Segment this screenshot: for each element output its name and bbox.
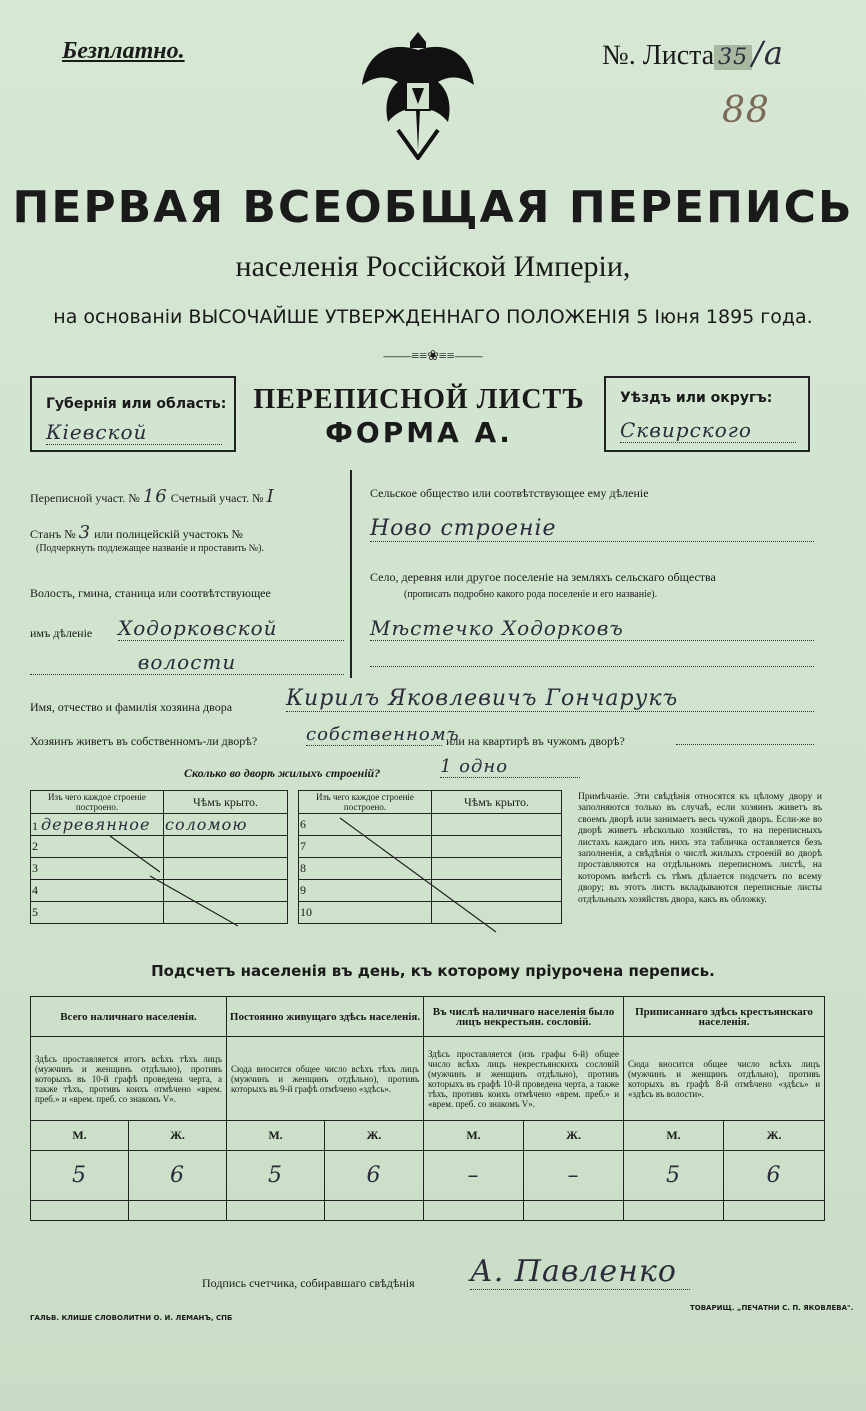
- col-permanent-title: Постоянно живущаго здѣсь населенія.: [227, 997, 424, 1037]
- roof-value: соломою: [164, 814, 288, 836]
- col-total-title: Всего наличнаго населенія.: [31, 997, 227, 1037]
- gubernia-label: Губернія или область:: [46, 396, 227, 412]
- census-district-row: [30, 486, 275, 507]
- stan-value: 3: [78, 522, 92, 543]
- table-row: 2: [31, 836, 288, 858]
- table-row: 3: [31, 858, 288, 880]
- volost-value: Ходорковской: [118, 616, 344, 641]
- strike-through-lines: [30, 812, 562, 936]
- total-male: 5: [31, 1151, 129, 1201]
- buildings-note: Примѣчаніе. Эти свѣдѣнія относятся къ цѣлому двору и заполняются только въ случаѣ, если хозяинъ живетъ въ своемъ дворѣ или занимаетъ весь чужой дворъ. Если-же во дворѣ живетъ нѣсколько хозяйствъ, то на переписныхъ листахъ каждаго изъ нихъ эта табличка оставляется безъ заполненія, а свѣдѣнія о числѣ жилыхъ строеній во дворѣ проставляются на отдѣльномъ переписномъ листѣ, на которомъ вмѣстѣ съ тѣмъ дѣлается подсчетъ по всему двору; въ этотъ листъ вкладываются переписные листы отдѣльныхъ хозяйствъ двора, какъ въ обложку.: [578, 792, 822, 905]
- sheet-number-label: [602, 34, 784, 72]
- count-heading: Подсчетъ населенія въ день, къ которому пріурочена перепись.: [151, 962, 715, 980]
- owner-name-label: Имя, отчество и фамилія хозяина двора: [30, 700, 233, 714]
- population-count-table: [30, 996, 825, 1221]
- col-permanent-desc: Сюда вносится общее число всѣхъ тѣхъ лицъ (мужчинъ и женщинъ отдѣльно), противъ которыхъ въ 9-й графѣ отмѣчено «здѣсь».: [227, 1037, 424, 1121]
- form-main-title: ПЕРВАЯ ВСЕОБЩАЯ ПЕРЕПИСЬ: [12, 182, 854, 233]
- volost-value-2: волости: [30, 650, 344, 675]
- peasant-male: 5: [624, 1151, 724, 1201]
- village-note: (прописать подробно какого рода поселеніе и его названіе).: [404, 589, 658, 600]
- nonpeasant-female: –: [524, 1151, 624, 1201]
- owner-lives-label-2: или на квартирѣ въ чужомъ дворѣ?: [446, 734, 625, 748]
- permanent-female: 6: [325, 1151, 424, 1201]
- ornament-divider: ——≡≡❀≡≡——: [383, 349, 483, 364]
- table-row: 6: [299, 814, 562, 836]
- owner-name-value: Кирилъ Яковлевичъ Гончарукъ: [286, 686, 814, 712]
- census-district-value: 16: [142, 486, 168, 507]
- owner-lives-value: собственномъ: [306, 724, 460, 745]
- col-peasant-title: Приписаннаго здѣсь крестьянскаго населенія.: [624, 997, 825, 1037]
- table-row: 5: [31, 902, 288, 924]
- form-subtitle: населенія Россійской Имперіи,: [235, 250, 631, 283]
- police-district-label: или полицейскій участокъ №: [94, 527, 243, 541]
- peasant-female: 6: [724, 1151, 825, 1201]
- counting-district-value: I: [266, 486, 275, 507]
- col-total-desc: Здѣсь проставляется итогъ всѣхъ тѣхъ лицъ (мужчинъ и женщинъ отдѣльно), противъ которыхъ въ 10-й графѣ проведена черта, а также тѣхъ, противъ коихъ отмѣчено «врем. преб.» и «врем. преб. со знакомъ V».: [31, 1037, 227, 1121]
- buildings-count-label: Сколько во дворѣ жилыхъ строеній?: [184, 766, 381, 780]
- margin-note: 88: [722, 90, 770, 131]
- zh-label: Ж.: [129, 1121, 227, 1151]
- zh-label: Ж.: [724, 1121, 825, 1151]
- col-nonpeasant-title: Въ числѣ наличнаго населенія было лицъ некрестьян. сословій.: [424, 997, 624, 1037]
- col-nonpeasant-desc: Здѣсь проставляется (изъ графы 6-й) общее число всѣхъ лицъ некрестьянскихъ сословій (мужчинъ и женщинъ отдѣльно), противъ которыхъ въ графѣ 10-й проведена черта, а также тѣхъ, противъ коихъ отмѣчено «врем. преб.» и «врем. преб. со знакомъ V».: [424, 1037, 624, 1121]
- table-row: 7: [299, 836, 562, 858]
- village-label: Село, деревня или другое поселеніе на земляхъ сельскаго общества: [370, 570, 716, 584]
- buildings-count-value: 1 одно: [440, 756, 580, 778]
- table-row: 1 деревянное соломою: [31, 814, 288, 836]
- table-row: 10: [299, 902, 562, 924]
- imperial-eagle-emblem: [358, 30, 478, 160]
- uezd-label: Уѣздъ или округъ:: [620, 390, 773, 406]
- sheet-number-value: 35: [714, 45, 752, 70]
- m-label: М.: [624, 1121, 724, 1151]
- gubernia-value: Кіевской: [46, 420, 222, 445]
- printer-right: ТОВАРИЩ. „ПЕЧАТНИ С. П. ЯКОВЛЕВА".: [690, 1304, 854, 1312]
- form-title: ПЕРЕПИСНОЙ ЛИСТЪ: [253, 384, 585, 415]
- stan-label: Станъ №: [30, 527, 76, 541]
- regulation-basis: на основаніи ВЫСОЧАЙШЕ УТВЕРЖДЕННАГО ПОЛОЖЕНІЯ 5 Іюня 1895 года.: [53, 306, 813, 328]
- printer-left: ГАЛЬВ. КЛИШЕ СЛОВОЛИТНИ О. И. ЛЕМАНЪ, СПБ: [30, 1314, 233, 1322]
- col-material-header-2: Изъ чего каждое строеніе построено.: [299, 791, 432, 814]
- col-material-header: Изъ чего каждое строеніе построено.: [31, 791, 164, 814]
- volost-label-2: имъ дѣленіе: [30, 626, 93, 640]
- sheet-number-caption: №. Листа: [602, 40, 715, 71]
- col-roof-header: Чѣмъ крыто.: [164, 791, 288, 814]
- permanent-male: 5: [227, 1151, 325, 1201]
- free-label: Безплатно.: [62, 38, 185, 64]
- society-value: Ново строеніе: [370, 516, 814, 542]
- nonpeasant-male: –: [424, 1151, 524, 1201]
- total-female: 6: [129, 1151, 227, 1201]
- zh-label: Ж.: [524, 1121, 624, 1151]
- counting-district-label: Счетный участ. №: [170, 491, 264, 505]
- signature-value: А. Павленко: [470, 1254, 690, 1290]
- uezd-value: Сквирского: [620, 418, 796, 443]
- stan-row: [30, 522, 243, 543]
- table-row: 4: [31, 880, 288, 902]
- volost-label: Волость, гмина, станица или соотвѣтствующее: [30, 586, 271, 600]
- m-label: М.: [31, 1121, 129, 1151]
- col-roof-header-2: Чѣмъ крыто.: [432, 791, 562, 814]
- material-value: деревянное: [41, 815, 151, 834]
- col-peasant-desc: Сюда вносится общее число всѣхъ лицъ (мужчинъ и женщинъ отдѣльно), противъ которыхъ въ графѣ 8-й отмѣчено «здѣсь» и «здѣсь въ волости».: [624, 1037, 825, 1121]
- owner-lives-label: Хозяинъ живетъ въ собственномъ-ли дворѣ?: [30, 734, 258, 748]
- signature-label: Подпись счетчика, собиравшаго свѣдѣнія: [202, 1276, 415, 1290]
- zh-label: Ж.: [325, 1121, 424, 1151]
- m-label: М.: [227, 1121, 325, 1151]
- census-district-label: Переписной участ. №: [30, 491, 140, 505]
- underline-note: (Подчеркнуть подлежащее названіе и проставить №).: [36, 543, 264, 554]
- m-label: М.: [424, 1121, 524, 1151]
- village-value: Мѣстечко Ходорковъ: [370, 616, 814, 641]
- table-row: 9: [299, 880, 562, 902]
- form-subtitle-a: ФОРМА А.: [325, 416, 513, 449]
- sheet-number-suffix: /a: [752, 34, 784, 72]
- table-row: 8: [299, 858, 562, 880]
- society-label: Сельское общество или соотвѣтствующее ему дѣленіе: [370, 486, 649, 500]
